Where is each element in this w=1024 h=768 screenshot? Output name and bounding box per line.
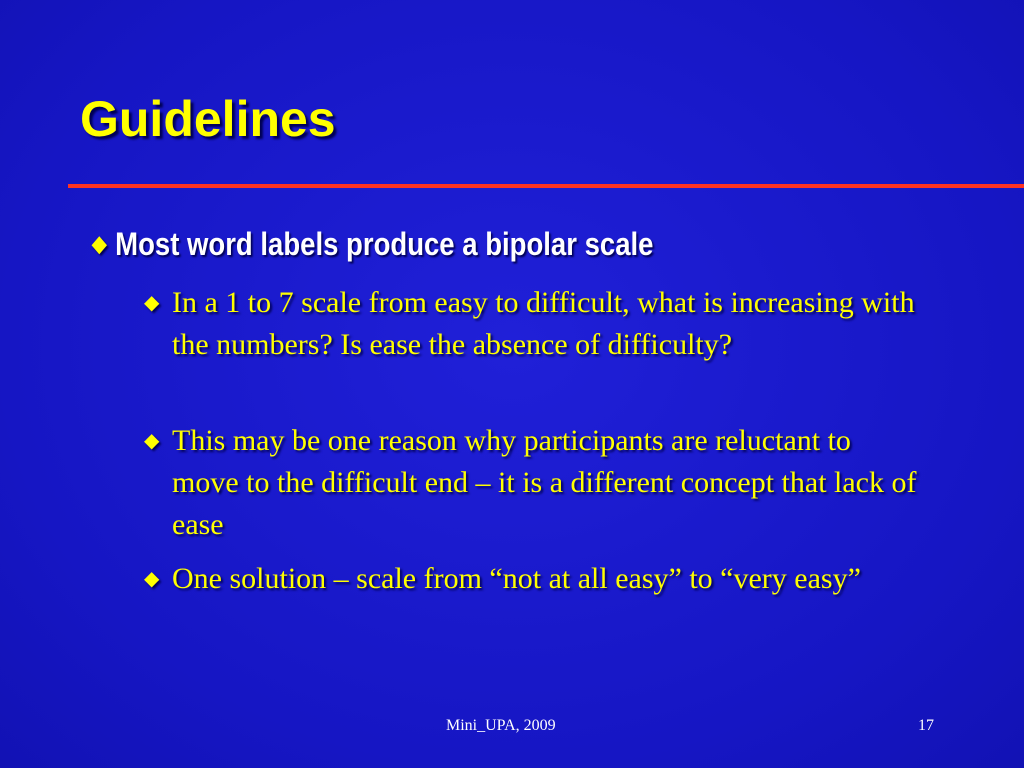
diamond-bullet-icon: ◆ [144,568,160,590]
diamond-bullet-icon: ◆ [144,292,160,314]
sub-bullet-2 [144,420,924,546]
sub-bullet-text: One solution – scale from “not at all easy” to “very easy” [172,562,861,595]
sub-bullet-text: In a 1 to 7 scale from easy to difficult, what is increasing with the numbers? Is ease the absence of difficulty? [172,286,915,361]
slide-title: Guidelines [80,91,336,147]
title-divider [68,184,1024,188]
footer-label: Mini_UPA, 2009 [446,717,556,734]
main-bullet-text: Most word labels produce a bipolar scale [115,226,654,262]
diamond-bullet-icon: ◆ [144,430,160,452]
main-bullet [92,228,653,260]
diamond-bullet-icon: ◆ [92,231,107,256]
slide-number: 17 [918,717,934,734]
sub-bullet-3 [144,558,924,600]
sub-bullet-1 [144,282,924,366]
sub-bullet-text: This may be one reason why participants are reluctant to move to the difficult end – it is a different concept that lack of ease [172,424,917,541]
